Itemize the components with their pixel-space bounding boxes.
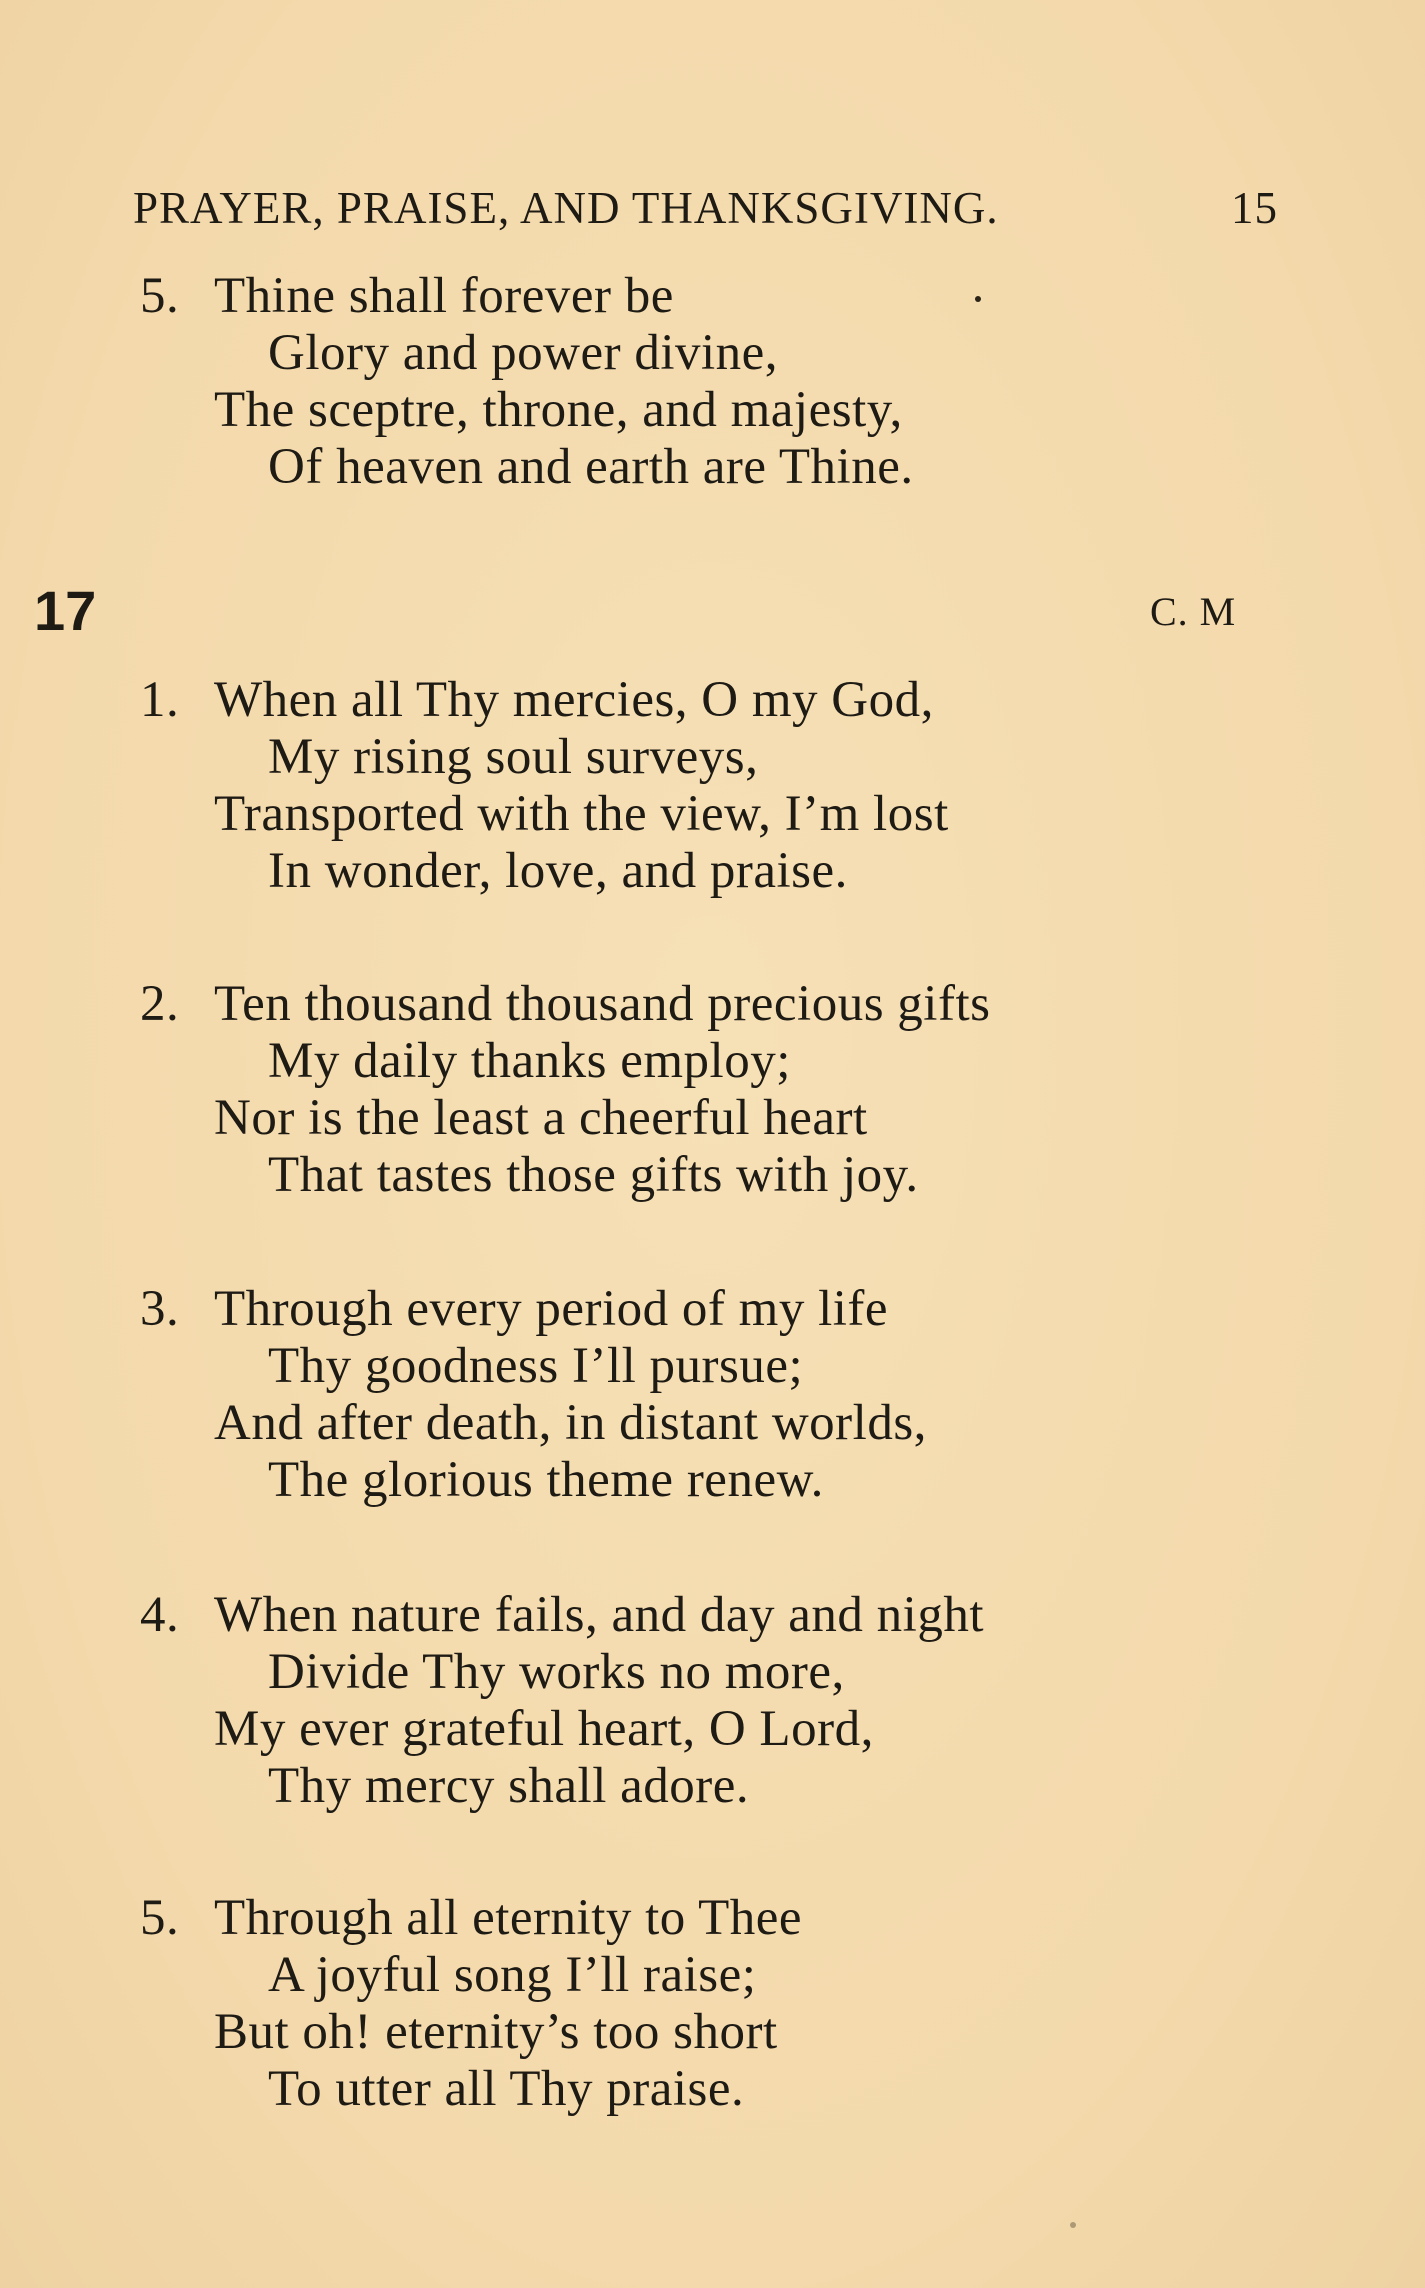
verse-line: Ten thousand thousand precious gifts — [214, 976, 991, 1032]
verse-line: Glory and power divine, — [268, 325, 779, 381]
verse-line: The glorious theme renew. — [268, 1452, 824, 1508]
stanza-number: 3. — [140, 1281, 180, 1337]
verse-line: Divide Thy works no more, — [268, 1644, 845, 1700]
verse-line: Through all eternity to Thee — [214, 1890, 803, 1946]
verse-line: A joyful song I’ll raise; — [268, 1947, 757, 2003]
verse-line: And after death, in distant worlds, — [214, 1395, 927, 1451]
verse-line: When all Thy mercies, O my God, — [214, 672, 934, 728]
running-title: PRAYER, PRAISE, AND THANKSGIVING. — [133, 183, 999, 233]
verse-line: My ever grateful heart, O Lord, — [214, 1701, 874, 1757]
stanza-number: 4. — [140, 1587, 180, 1643]
stanza-number: 1. — [140, 672, 180, 728]
verse-line: Of heaven and earth are Thine. — [268, 439, 914, 495]
hymn-meter: C. M — [1150, 589, 1237, 634]
verse-line: Nor is the least a cheerful heart — [214, 1090, 868, 1146]
verse-line: My rising soul surveys, — [268, 729, 759, 785]
verse-line: The sceptre, throne, and majesty, — [214, 382, 903, 438]
verse-line: But oh! eternity’s too short — [214, 2004, 778, 2060]
verse-line: Thy mercy shall adore. — [268, 1758, 750, 1814]
verse-line: That tastes those gifts with joy. — [268, 1147, 919, 1203]
verse-line: When nature fails, and day and night — [214, 1587, 985, 1643]
verse-line: My daily thanks employ; — [268, 1033, 791, 1089]
verse-line: Through every period of my life — [214, 1281, 889, 1337]
stanza-number: 5. — [140, 1890, 180, 1946]
verse-line: In wonder, love, and praise. — [268, 843, 848, 899]
stanza-number: 2. — [140, 976, 180, 1032]
verse-line: Transported with the view, I’m lost — [214, 786, 949, 842]
print-speck — [1070, 2222, 1076, 2228]
print-speck — [975, 296, 981, 302]
verse-line: To utter all Thy praise. — [268, 2061, 745, 2117]
page-number: 15 — [1231, 183, 1278, 233]
stanza-number: 5. — [140, 268, 180, 324]
running-header — [133, 178, 1278, 238]
hymn-number: 17 — [34, 579, 97, 642]
verse-line: Thine shall forever be — [214, 268, 674, 324]
verse-line: Thy goodness I’ll pursue; — [268, 1338, 804, 1394]
